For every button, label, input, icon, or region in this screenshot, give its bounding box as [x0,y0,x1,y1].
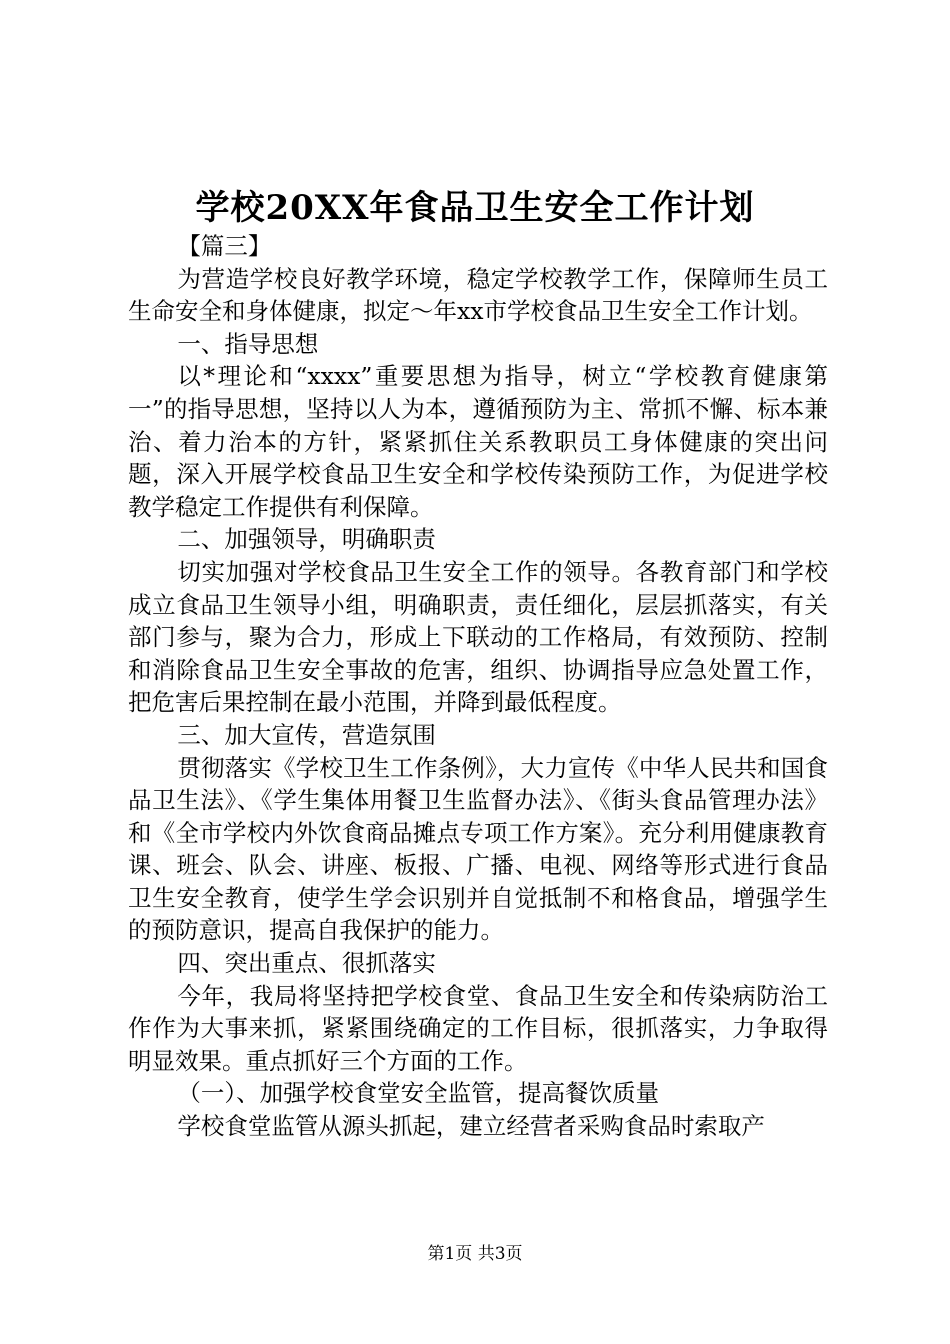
paragraph-key-points: 今年，我局将坚持把学校食堂、食品卫生安全和传染病防治工作作为大事来抓，紧紧围绕确定的工作目标，很抓落实，力争取得明显效果。重点抓好三个方面的工作。 [128,981,828,1075]
document-body [128,230,828,1143]
section-tag: 【篇三】 [177,232,272,260]
heading-guiding-ideology: 一、指导思想 [177,329,319,358]
paragraph-intro: 为营造学校良好教学环境，稳定学校教学工作，保障师生员工生命安全和身体健康，拟定～年xx市学校食品卫生安全工作计划。 [128,264,828,326]
heading-key-points: 四、突出重点、很抓落实 [177,949,436,978]
page-footer: 第1页 共3页 [427,1244,523,1264]
document-title: 学校20XX年食品卫生安全工作计划 [195,188,755,228]
subheading-canteen: （一）、加强学校食堂安全监管，提高餐饮质量 [177,1079,660,1108]
paragraph-publicity: 贯彻落实《学校卫生工作条例》，大力宣传《中华人民共和国食品卫生法》、《学生集体用餐卫生监督办法》、《街头食品管理办法》和《全市学校内外饮食商品摊点专项工作方案》。充分利用健康教育课、班会、队会、讲座、板报、广播、电视、网络等形式进行食品卫生安全教育，使学生学会识别并自觉抵制不和格食品，增强学生的预防意识，提高自我保护的能力。 [128,753,828,945]
heading-leadership: 二、加强领导，明确职责 [177,525,436,554]
heading-publicity: 三、加大宣传，营造氛围 [177,720,436,749]
paragraph-leadership: 切实加强对学校食品卫生安全工作的领导。各教育部门和学校成立食品卫生领导小组，明确职责，责任细化，层层抓落实，有关部门参与，聚为合力，形成上下联动的工作格局，有效预防、控制和消除食品卫生安全事故的危害，组织、协调指导应急处置工作，把危害后果控制在最小范围，并降到最低程度。 [128,557,828,717]
paragraph-guiding-ideology: 以*理论和“xxxx”重要思想为指导，树立“学校教育健康第一”的指导思想，坚持以人为本，遵循预防为主、常抓不懈、标本兼治、着力治本的方针，紧紧抓住关系教职员工身体健康的突出问题，深入开展学校食品卫生安全和学校传染预防工作，为促进学校教学稳定工作提供有利保障。 [128,362,828,521]
paragraph-canteen: 学校食堂监管从源头抓起，建立经营者采购食品时索取产 [177,1112,765,1141]
